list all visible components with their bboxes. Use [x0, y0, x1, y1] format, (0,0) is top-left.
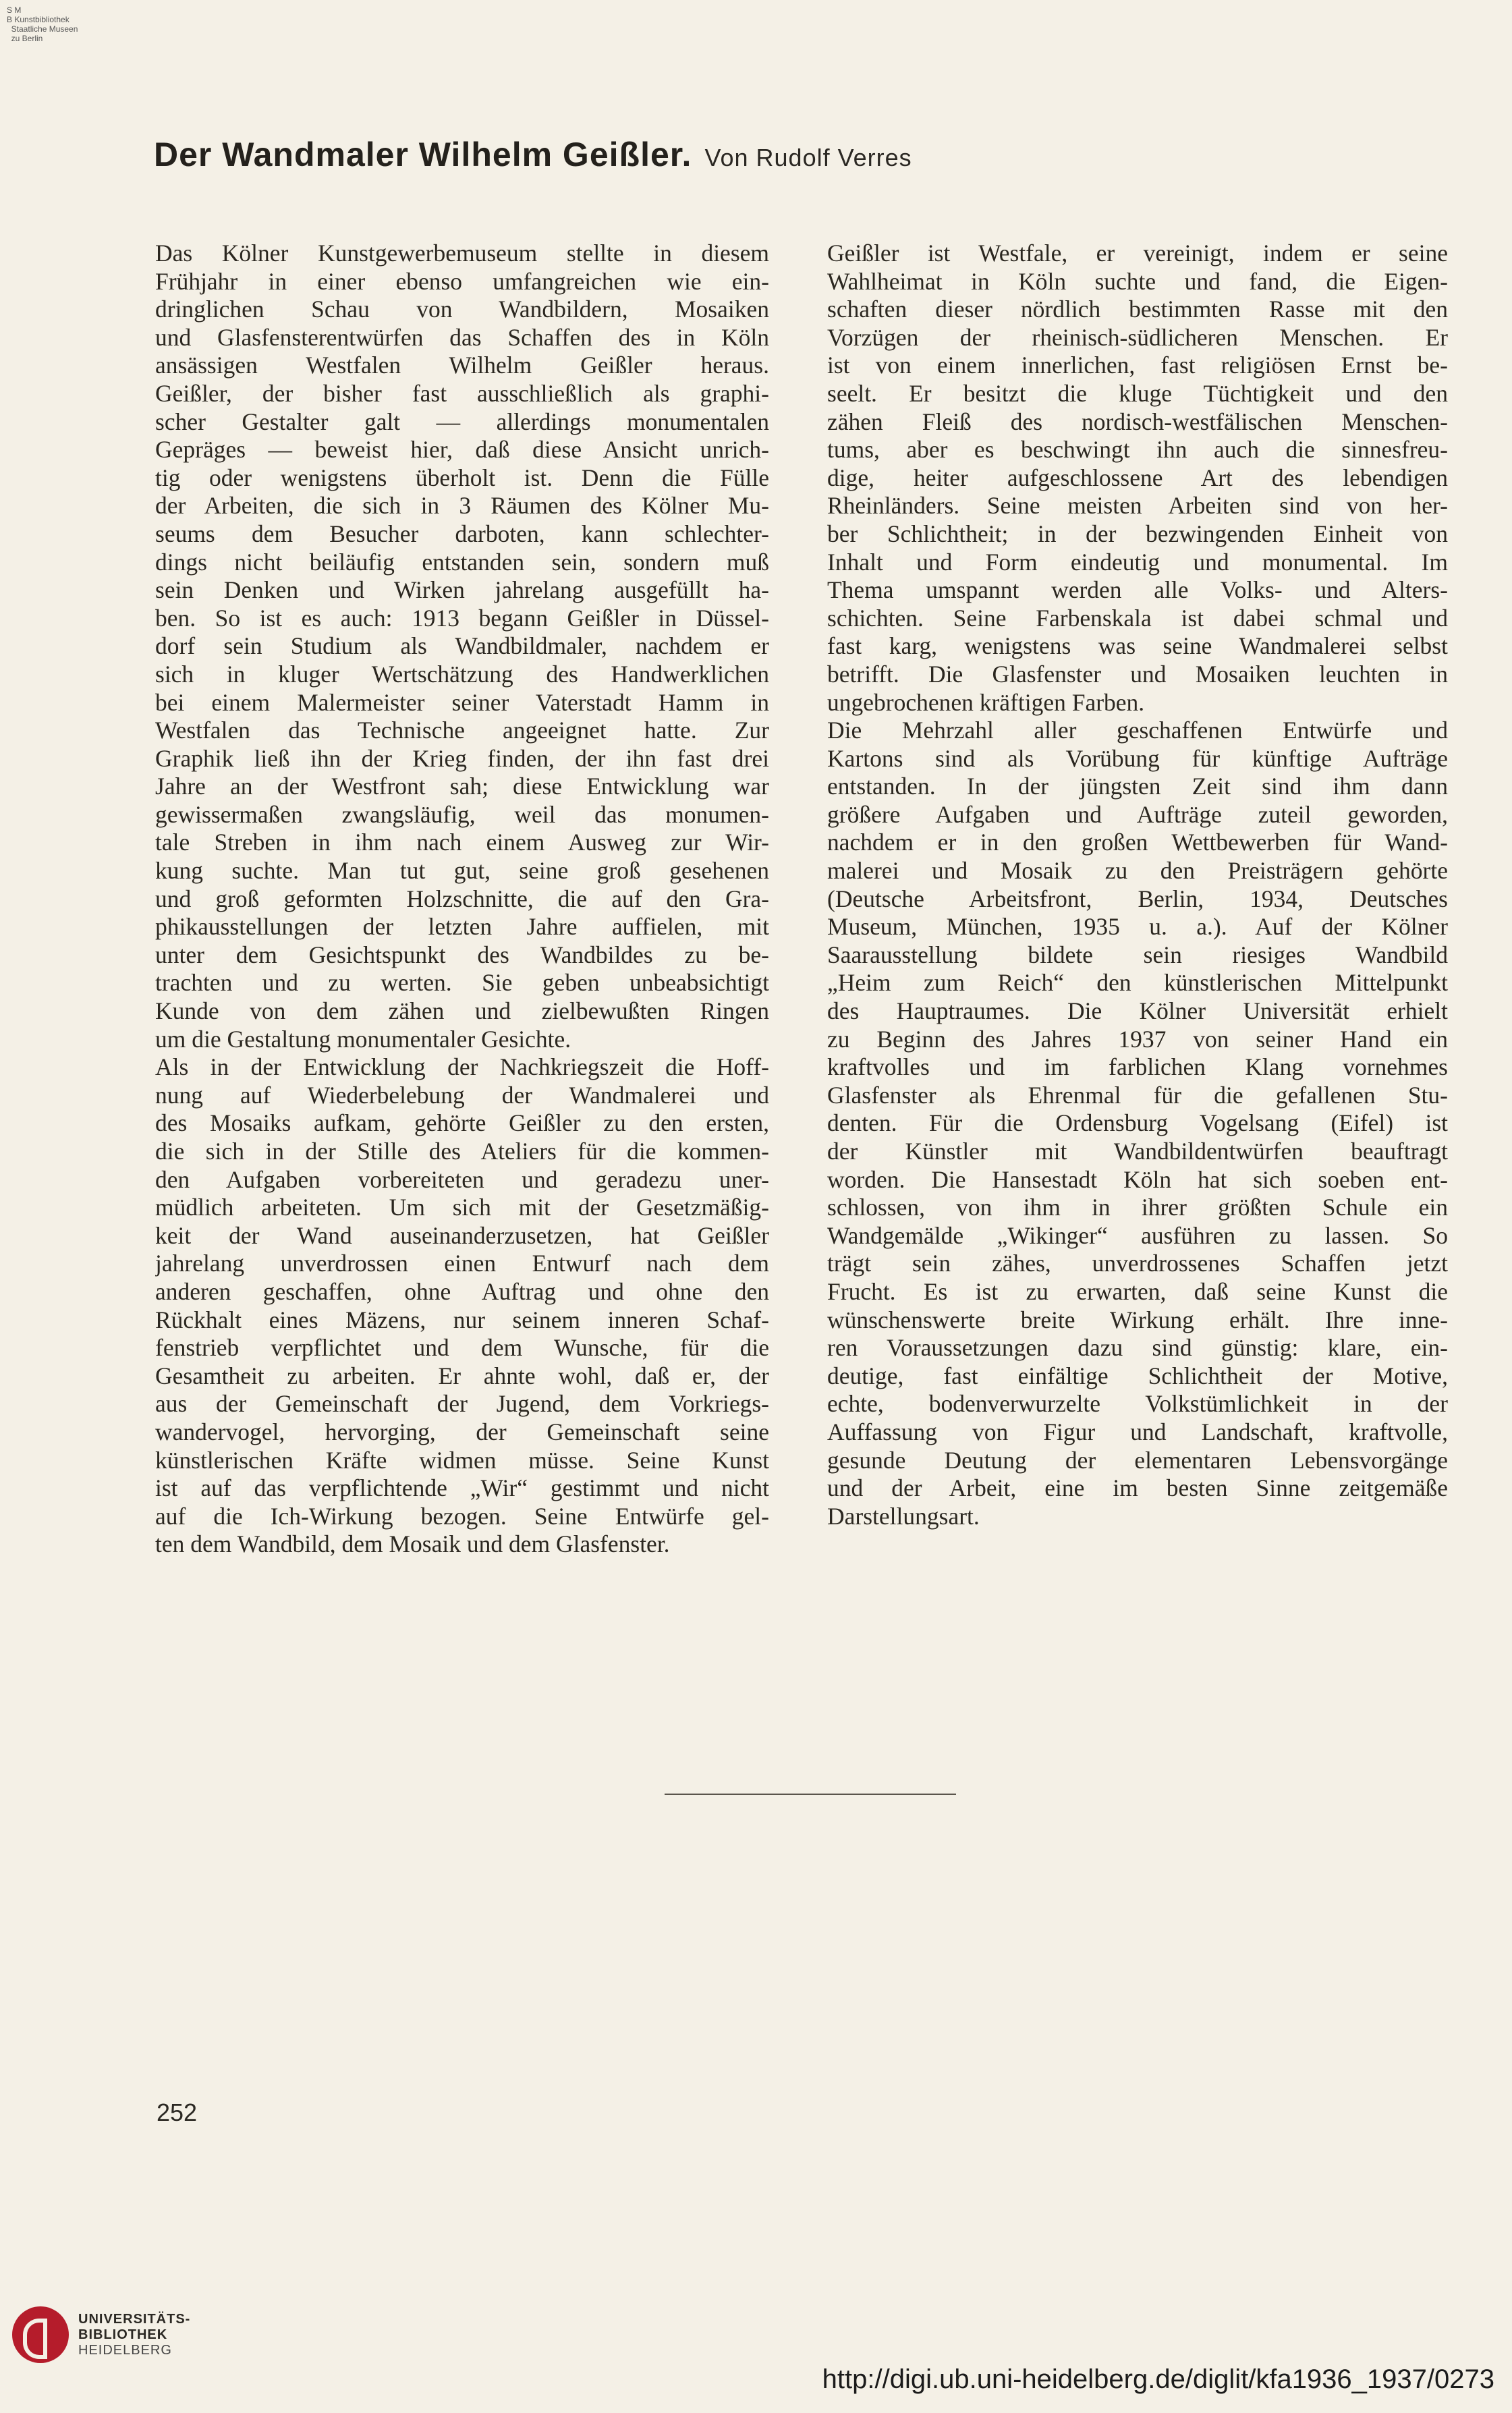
text-line: ansässigen Westfalen Wilhelm Geißler heraus.	[155, 352, 769, 379]
text-line: gesunde Deutung der elementaren Lebensvorgänge	[827, 1446, 1448, 1474]
text-line: bei einem Malermeister seiner Vaterstadt Hamm in	[155, 688, 769, 716]
text-line: malerei und Mosaik zu den Preisträgern gehörte	[827, 857, 1448, 885]
text-line: Rückhalt eines Mäzens, nur seinem inneren Schaf-	[155, 1306, 769, 1333]
text-line: Jahre an der Westfront sah; diese Entwicklung war	[155, 773, 769, 800]
text-line: wünschenswerte breite Wirkung erhält. Ihre inne-	[827, 1306, 1448, 1333]
page-number: 252	[157, 2099, 198, 2126]
text-line: worden. Die Hansestadt Köln hat sich soeben ent-	[827, 1165, 1448, 1193]
text-line: Als in der Entwicklung der Nachkriegszeit die Hoff-	[155, 1053, 769, 1081]
text-line: „Heim zum Reich“ den künstlerischen Mittelpunkt	[827, 969, 1448, 997]
text-line: keit der Wand auseinanderzusetzen, hat Geißler	[155, 1221, 769, 1249]
text-line: dings nicht beiläufig entstanden sein, sondern muß	[155, 548, 769, 576]
text-line: schichten. Seine Farbenskala ist dabei schmal und	[827, 604, 1448, 632]
text-column-left	[155, 240, 769, 1559]
text-line: Geißler ist Westfale, er vereinigt, indem er seine	[827, 240, 1448, 267]
text-line: größere Aufgaben und Aufträge zuteil geworden,	[827, 800, 1448, 828]
text-line: Die Mehrzahl aller geschaffenen Entwürfe und	[827, 717, 1448, 744]
text-line: Frühjahr in einer ebenso umfangreichen wie ein-	[155, 267, 769, 295]
text-line: Frucht. Es ist zu erwarten, daß seine Kunst die	[827, 1277, 1448, 1305]
text-line: künstlerischen Kräfte widmen müsse. Seine Kunst	[155, 1446, 769, 1474]
text-line: Thema umspannt werden alle Volks- und Alters-	[827, 576, 1448, 604]
text-line: Das Kölner Kunstgewerbemuseum stellte in diesem	[155, 240, 769, 267]
text-line: wandervogel, hervorging, der Gemeinschaft seine	[155, 1418, 769, 1445]
text-line: dige, heiter aufgeschlossene Art des lebendigen	[827, 464, 1448, 491]
text-line: der Künstler mit Wandbildentwürfen beauftragt	[827, 1138, 1448, 1165]
library-logo-icon	[12, 2306, 69, 2363]
text-line: aus der Gemeinschaft der Jugend, dem Vorkriegs-	[155, 1390, 769, 1418]
text-line: ben. So ist es auch: 1913 begann Geißler in Düssel-	[155, 604, 769, 632]
text-line: Auffassung von Figur und Landschaft, kraftvolle,	[827, 1418, 1448, 1445]
text-line: Wandgemälde „Wikinger“ ausführen zu lassen. So	[827, 1221, 1448, 1249]
logo-line-3: HEIDELBERG	[78, 2342, 172, 2358]
library-logo-text	[78, 2312, 190, 2358]
logo-line-2: BIBLIOTHEK	[78, 2327, 168, 2342]
text-line: betrifft. Die Glasfenster und Mosaiken leuchten in	[827, 660, 1448, 688]
text-line: die sich in der Stille des Ateliers für die kommen-	[155, 1138, 769, 1165]
article-heading	[154, 135, 1436, 174]
text-line: tums, aber es beschwingt ihn auch die sinnesfreu-	[827, 436, 1448, 464]
text-line: phikausstellungen der letzten Jahre auffielen, mit	[155, 913, 769, 941]
section-divider	[665, 1794, 956, 1795]
text-line: sein Denken und Wirken jahrelang ausgefüllt ha-	[155, 576, 769, 604]
text-line: den Aufgaben vorbereiteten und geradezu uner-	[155, 1165, 769, 1193]
text-line: entstanden. In der jüngsten Zeit sind ihm dann	[827, 773, 1448, 800]
text-line: Glasfenster als Ehrenmal für die gefallenen Stu-	[827, 1081, 1448, 1109]
text-line: und der Arbeit, eine im besten Sinne zeitgemäße	[827, 1474, 1448, 1502]
text-line: ber Schlichtheit; in der bezwingenden Einheit von	[827, 520, 1448, 547]
text-line: der Arbeiten, die sich in 3 Räumen des Kölner Mu-	[155, 492, 769, 520]
text-line: anderen geschaffen, ohne Auftrag und ohne den	[155, 1277, 769, 1305]
text-column-right	[827, 240, 1448, 1530]
text-line: Rheinländers. Seine meisten Arbeiten sind von her-	[827, 492, 1448, 520]
text-line: Museum, München, 1935 u. a.). Auf der Kölner	[827, 913, 1448, 941]
text-line: müdlich arbeiteten. Um sich mit der Gesetzmäßig-	[155, 1194, 769, 1221]
text-line: tig oder wenigstens überholt ist. Denn die Fülle	[155, 464, 769, 491]
text-line: Inhalt und Form eindeutig und monumental. Im	[827, 548, 1448, 576]
article-title: Der Wandmaler Wilhelm Geißler.	[154, 136, 692, 173]
text-line: kung suchte. Man tut gut, seine groß gesehenen	[155, 857, 769, 885]
library-stamp: S M B Kunstbibliothek Staatliche Museen zu Berlin	[7, 5, 78, 43]
article-author: Von Rudolf Verres	[704, 144, 912, 171]
text-line: Darstellungsart.	[827, 1502, 980, 1530]
text-line: scher Gestalter galt — allerdings monumentalen	[155, 408, 769, 435]
text-line: dringlichen Schau von Wandbildern, Mosaiken	[155, 296, 769, 323]
text-line: und groß geformten Holzschnitte, die auf den Gra-	[155, 885, 769, 912]
text-line: denten. Für die Ordensburg Vogelsang (Eifel) ist	[827, 1109, 1448, 1137]
text-line: dorf sein Studium als Wandbildmaler, nachdem er	[155, 632, 769, 660]
text-line: echte, bodenverwurzelte Volkstümlichkeit in der	[827, 1390, 1448, 1418]
text-line: Westfalen das Technische angeeignet hatte. Zur	[155, 717, 769, 744]
text-line: Kartons sind als Vorübung für künftige Aufträge	[827, 744, 1448, 772]
logo-line-1: UNIVERSITÄTS-	[78, 2311, 191, 2327]
text-line: zu Beginn des Jahres 1937 von seiner Hand ein	[827, 1025, 1448, 1053]
source-url: http://digi.ub.uni-heidelberg.de/diglit/kfa1936_1937/0273	[822, 2364, 1494, 2394]
text-line: sich in kluger Wertschätzung des Handwerklichen	[155, 660, 769, 688]
text-line: Gesamtheit zu arbeiten. Er ahnte wohl, daß er, der	[155, 1362, 769, 1389]
text-line: jahrelang unverdrossen einen Entwurf nach dem	[155, 1250, 769, 1277]
text-line: fast karg, wenigstens was seine Wandmalerei selbst	[827, 632, 1448, 660]
text-line: (Deutsche Arbeitsfront, Berlin, 1934, Deutsches	[827, 885, 1448, 912]
text-line: trachten und zu werten. Sie geben unbeabsichtigt	[155, 969, 769, 997]
text-line: ten dem Wandbild, dem Mosaik und dem Glasfenster.	[155, 1530, 670, 1558]
text-line: ist auf das verpflichtende „Wir“ gestimmt und nicht	[155, 1474, 769, 1502]
text-line: Saarausstellung bildete sein riesiges Wandbild	[827, 941, 1448, 968]
text-line: schlossen, von ihm in ihrer größten Schule ein	[827, 1194, 1448, 1221]
text-line: deutige, fast einfältige Schlichtheit der Motive,	[827, 1362, 1448, 1389]
text-line: Kunde von dem zähen und zielbewußten Ringen	[155, 997, 769, 1025]
text-line: trägt sein zähes, unverdrossenes Schaffen jetzt	[827, 1250, 1448, 1277]
text-line: um die Gestaltung monumentaler Gesichte.	[155, 1025, 571, 1053]
text-line: auf die Ich-Wirkung bezogen. Seine Entwürfe gel-	[155, 1502, 769, 1530]
text-line: ungebrochenen kräftigen Farben.	[827, 688, 1145, 716]
text-line: Vorzügen der rheinisch-südlicheren Menschen. Er	[827, 323, 1448, 351]
text-line: schaften dieser nördlich bestimmten Rasse mit den	[827, 296, 1448, 323]
text-line: fenstrieb verpflichtet und dem Wunsche, für die	[155, 1334, 769, 1362]
text-line: Wahlheimat in Köln suchte und fand, die Eigen-	[827, 267, 1448, 295]
text-line: unter dem Gesichtspunkt des Wandbildes zu be-	[155, 941, 769, 968]
text-line: gewissermaßen zwangsläufig, weil das monumen-	[155, 800, 769, 828]
text-line: Graphik ließ ihn der Krieg finden, der ihn fast drei	[155, 744, 769, 772]
text-line: und Glasfensterentwürfen das Schaffen des in Köln	[155, 323, 769, 351]
text-line: Gepräges — beweist hier, daß diese Ansicht unrich-	[155, 436, 769, 464]
text-line: des Hauptraumes. Die Kölner Universität erhielt	[827, 997, 1448, 1025]
text-line: ren Voraussetzungen dazu sind günstig: klare, ein-	[827, 1334, 1448, 1362]
text-line: Geißler, der bisher fast ausschließlich als graphi-	[155, 379, 769, 407]
text-line: seums dem Besucher darboten, kann schlechter-	[155, 520, 769, 547]
text-line: tale Streben in ihm nach einem Ausweg zur Wir-	[155, 829, 769, 856]
text-line: nung auf Wiederbelebung der Wandmalerei und	[155, 1081, 769, 1109]
text-line: ist von einem innerlichen, fast religiösen Ernst be-	[827, 352, 1448, 379]
library-logo	[12, 2306, 190, 2363]
text-line: seelt. Er besitzt die kluge Tüchtigkeit und den	[827, 379, 1448, 407]
text-line: zähen Fleiß des nordisch-westfälischen Menschen-	[827, 408, 1448, 435]
text-line: nachdem er in den großen Wettbewerben für Wand-	[827, 829, 1448, 856]
text-line: kraftvolles und im farblichen Klang vornehmes	[827, 1053, 1448, 1081]
text-line: des Mosaiks aufkam, gehörte Geißler zu den ersten,	[155, 1109, 769, 1137]
